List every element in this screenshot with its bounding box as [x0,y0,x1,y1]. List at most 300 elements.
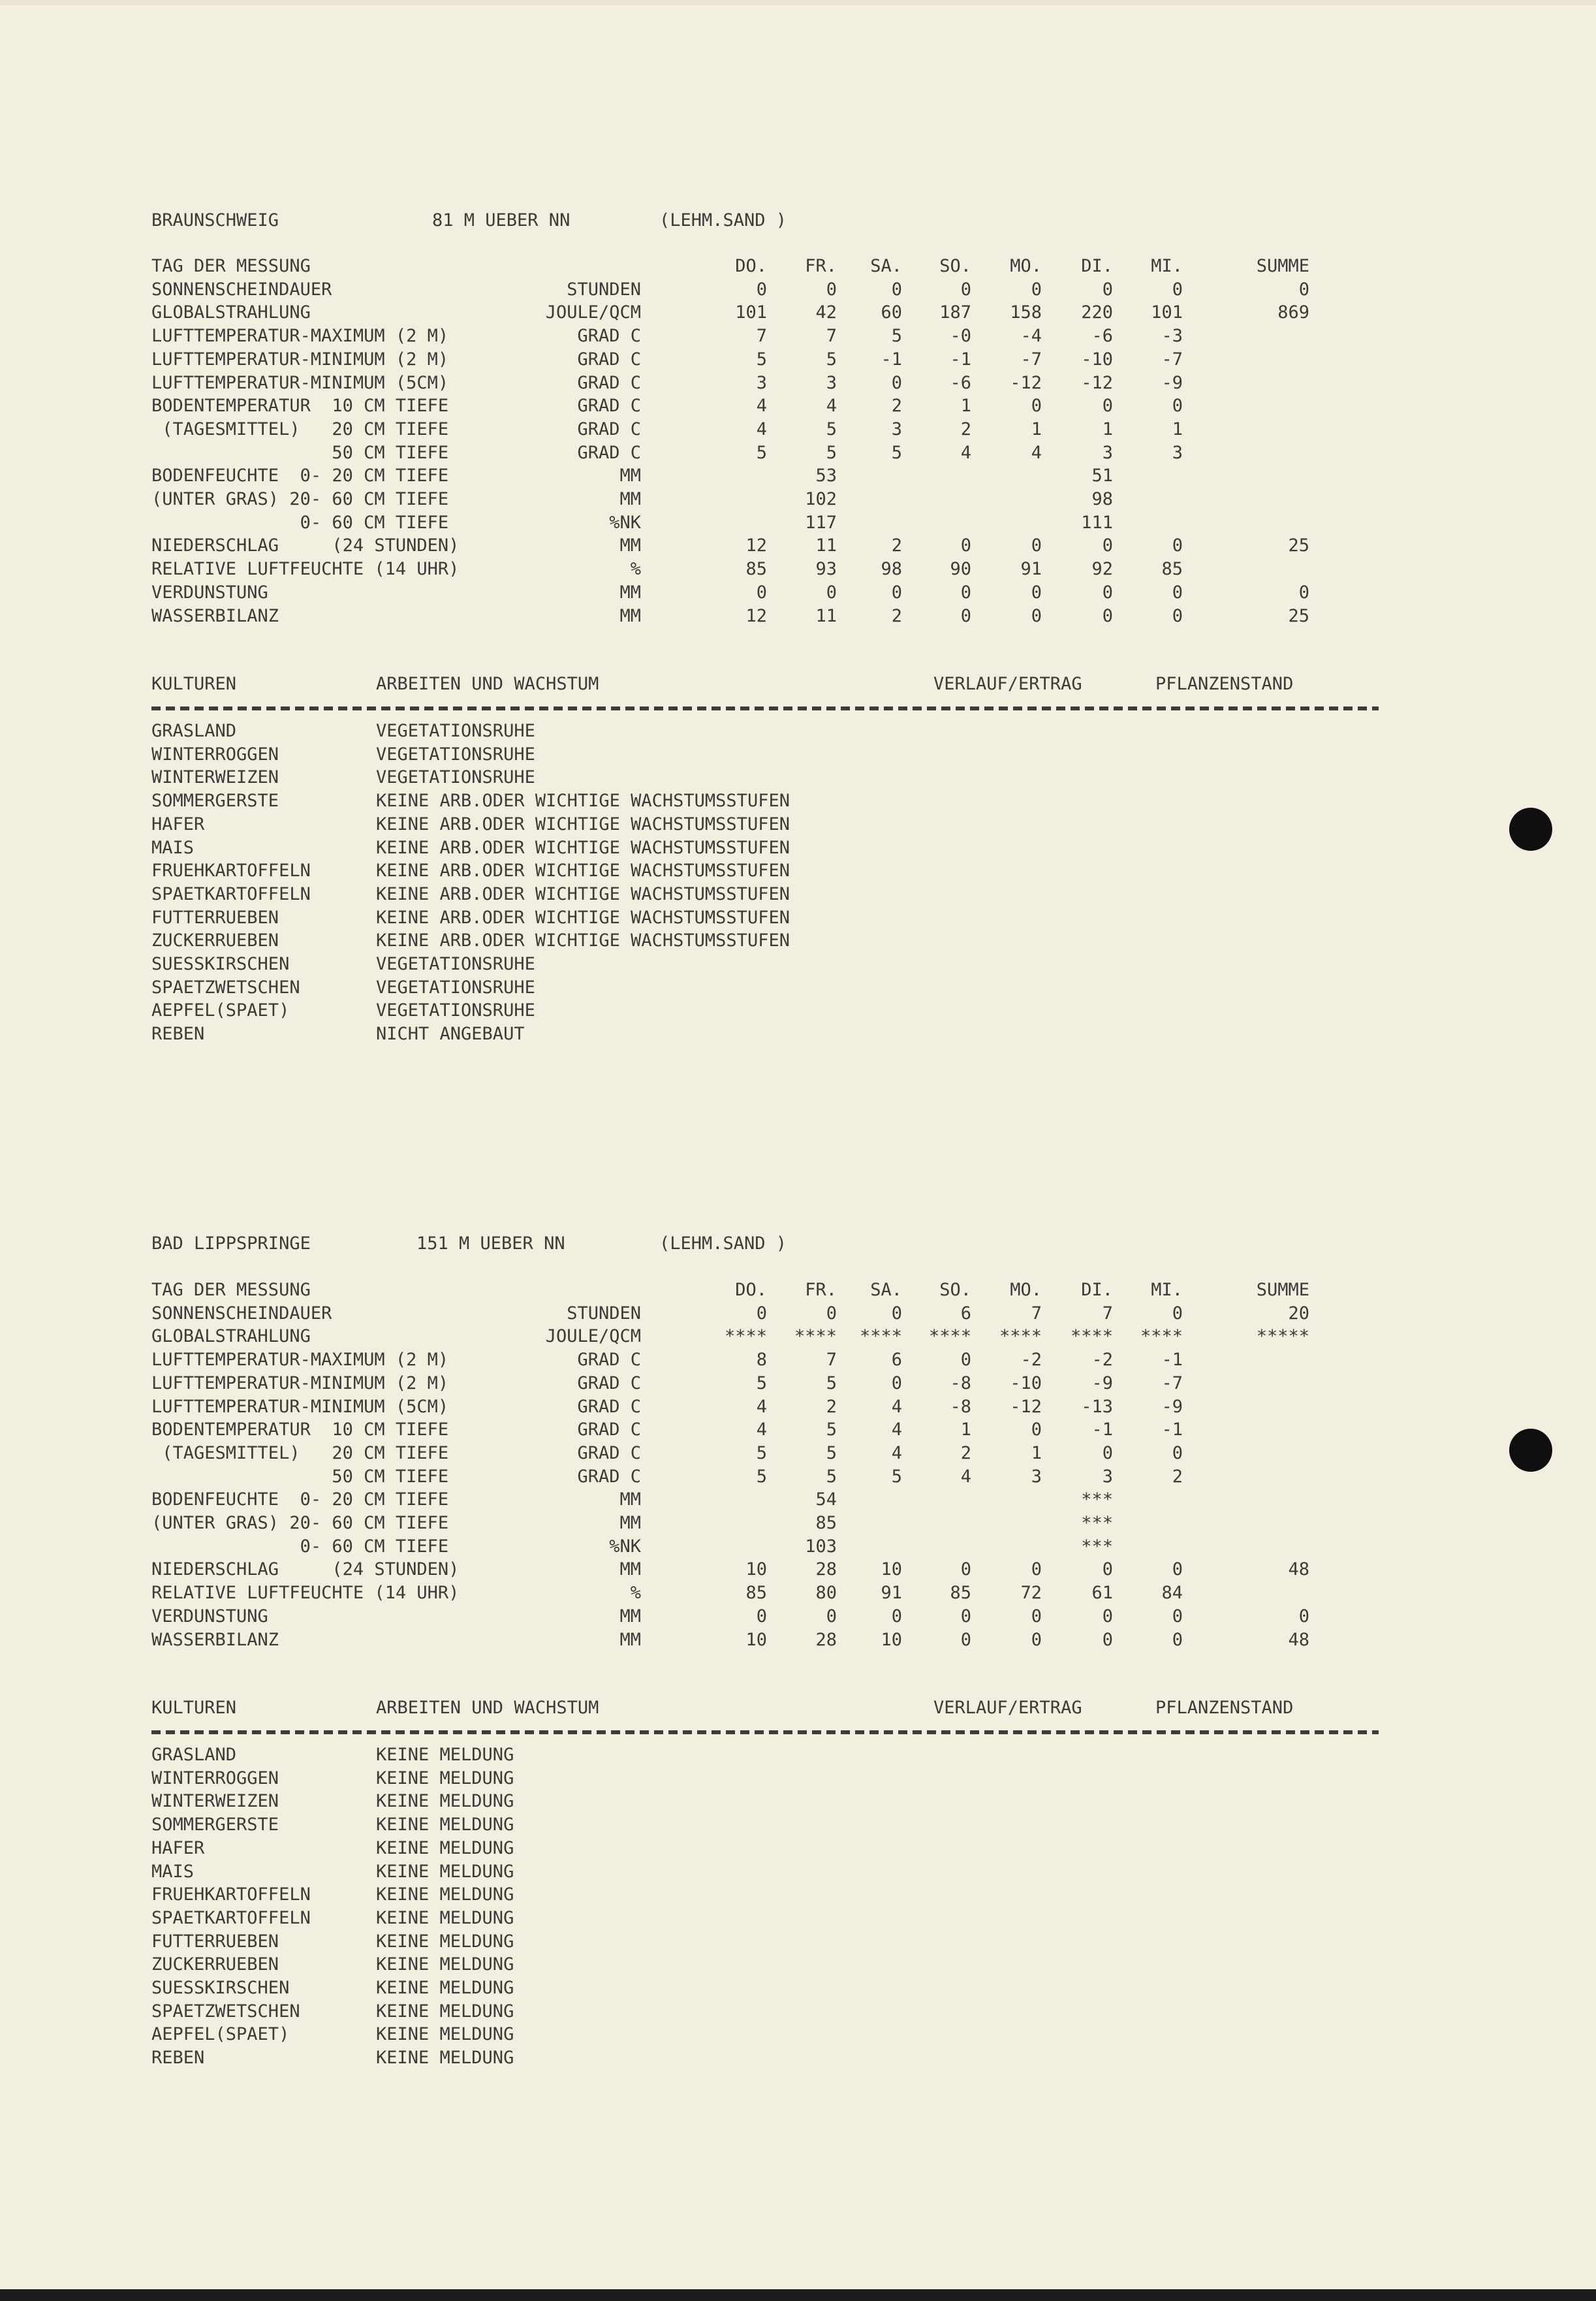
cell-value: 85 [1161,559,1183,580]
cell-value: 0 [960,1350,971,1371]
cell-value: 2 [960,419,971,439]
cell-value: 0 [1102,396,1113,417]
cell-value: 1 [1031,1442,1042,1463]
crop-work: VEGETATIONSRUHE [376,744,535,765]
row-label: 0- 60 CM TIEFE [151,512,449,533]
cell-value: **** [999,1326,1042,1347]
row-unit: GRAD C [577,349,641,370]
crop-name: ZUCKERRUEBEN [151,1954,279,1975]
cell-value: 103 [805,1536,837,1557]
cell-value: -1 [881,349,902,370]
crop-name: SUESSKIRSCHEN [151,1978,290,1998]
cell-sum: 0 [1298,582,1309,603]
crop-name: ZUCKERRUEBEN [151,930,279,951]
cell-value: 5 [826,442,837,463]
cell-value: 0 [960,1606,971,1627]
cell-value: 2 [891,605,902,626]
cell-value: 5 [891,442,902,463]
cell-value: 0 [960,1629,971,1650]
crop-work: KEINE ARB.ODER WICHTIGE WACHSTUMSSTUFEN [376,930,790,951]
cell-value: 0 [1102,1559,1113,1580]
crop-name: HAFER [151,814,205,834]
crop-work: KEINE MELDUNG [376,1815,514,1835]
cell-value: 0 [891,1303,902,1324]
cell-value: 84 [1161,1583,1183,1604]
cell-value: 98 [1091,489,1113,509]
cell-value: *** [1081,1536,1113,1557]
cell-value: 4 [756,1420,767,1440]
row-unit: MM [619,489,641,509]
cell-value: 101 [735,302,767,323]
cell-sum: 0 [1298,1606,1309,1627]
cell-value: 0 [1172,1629,1183,1650]
row-unit: MM [619,605,641,626]
cell-value: -9 [1161,1396,1183,1417]
crop-work: KEINE MELDUNG [376,2001,514,2022]
row-label: 50 CM TIEFE [151,1466,449,1487]
cell-value: -9 [1161,372,1183,393]
row-label: NIEDERSCHLAG (24 STUNDEN) [151,535,460,556]
cell-sum: 48 [1288,1629,1309,1650]
crop-name: SOMMERGERSTE [151,791,279,812]
cell-value: 7 [826,326,837,347]
cell-value: 0 [1031,582,1042,603]
row-unit: GRAD C [577,1466,641,1487]
row-label: RELATIVE LUFTFEUCHTE (14 UHR) [151,1583,460,1604]
cell-value: 1 [1031,419,1042,439]
cell-value: -8 [950,1396,971,1417]
cell-sum: 48 [1288,1559,1309,1580]
crop-work: KEINE MELDUNG [376,1768,514,1788]
cell-value: -13 [1081,1396,1113,1417]
cell-sum: 25 [1288,605,1309,626]
cell-value: 4 [826,396,837,417]
cell-value: 0 [1102,582,1113,603]
cell-value: -7 [1161,349,1183,370]
cell-value: 3 [826,372,837,393]
cell-value: 0 [960,582,971,603]
crop-name: MAIS [151,1861,195,1882]
crop-name: FRUEHKARTOFFELN [151,1884,311,1905]
crop-name: FRUEHKARTOFFELN [151,861,311,881]
cell-value: -3 [1161,326,1183,347]
crop-name: SOMMERGERSTE [151,1815,279,1835]
row-unit: MM [619,535,641,556]
crop-work: KEINE MELDUNG [376,1861,514,1882]
cell-value: 90 [950,559,971,580]
crop-work: VEGETATIONSRUHE [376,1000,535,1021]
cell-value: 0 [826,1606,837,1627]
cell-value: 0 [1172,396,1183,417]
cell-value: -8 [950,1373,971,1393]
dashed-divider [151,1730,1379,1734]
cell-value: 0 [891,372,902,393]
kulturen-header-col2: ARBEITEN UND WACHSTUM [376,674,599,694]
crop-name: HAFER [151,1837,205,1858]
cell-value: *** [1081,1489,1113,1510]
cell-value: 2 [891,396,902,417]
row-label: BODENTEMPERATUR 10 CM TIEFE [151,1420,449,1440]
cell-value: 1 [960,396,971,417]
cell-value: **** [859,1326,902,1347]
cell-value: 0 [1102,535,1113,556]
cell-value: 0 [1172,279,1183,300]
cell-value: MI. [1151,256,1183,276]
cell-value: *** [1081,1513,1113,1533]
row-label: LUFTTEMPERATUR-MINIMUM (2 M) [151,1373,449,1393]
cell-value: 0 [1172,1559,1183,1580]
cell-value: **** [794,1326,837,1347]
dashed-divider [151,706,1379,710]
crop-name: WINTERWEIZEN [151,1791,279,1812]
station-title: BRAUNSCHWEIG [151,210,279,230]
cell-value: 4 [1031,442,1042,463]
crop-work: KEINE ARB.ODER WICHTIGE WACHSTUMSSTUFEN [376,861,790,881]
cell-value: 80 [815,1583,837,1604]
kulturen-header-col3: VERLAUF/ERTRAG [933,1698,1082,1718]
cell-value: FR. [805,1280,837,1300]
cell-value: 2 [1172,1466,1183,1487]
cell-sum: ***** [1256,1326,1309,1347]
row-label: BODENFEUCHTE 0- 20 CM TIEFE [151,1489,449,1510]
cell-value: -12 [1010,1396,1042,1417]
cell-value: **** [724,1326,767,1347]
cell-value: 1 [960,1420,971,1440]
cell-value: SO. [939,1280,971,1300]
cell-value: -2 [1091,1350,1113,1371]
cell-value: -1 [1161,1350,1183,1371]
row-unit: STUNDEN [567,1303,641,1324]
cell-value: 60 [881,302,902,323]
crop-work: KEINE MELDUNG [376,1884,514,1905]
cell-value: 4 [960,442,971,463]
cell-value: 0 [1102,1606,1113,1627]
row-label: (TAGESMITTEL) 20 CM TIEFE [151,419,449,439]
cell-value: 3 [1172,442,1183,463]
row-label: TAG DER MESSUNG [151,256,311,276]
crop-name: MAIS [151,837,195,858]
row-label: BODENFEUCHTE 0- 20 CM TIEFE [151,466,449,486]
cell-sum: 25 [1288,535,1309,556]
crop-work: KEINE ARB.ODER WICHTIGE WACHSTUMSSTUFEN [376,907,790,928]
cell-value: DI. [1081,256,1113,276]
cell-value: 1 [1172,419,1183,439]
row-unit: JOULE/QCM [545,1326,641,1347]
cell-value: 4 [891,1420,902,1440]
cell-value: 85 [745,559,767,580]
cell-value: -10 [1010,1373,1042,1393]
crop-name: REBEN [151,1024,205,1045]
crop-name: AEPFEL(SPAET) [151,2024,290,2045]
cell-value: **** [928,1326,971,1347]
cell-value: -12 [1081,372,1113,393]
cell-value: 187 [939,302,971,323]
crop-work: KEINE MELDUNG [376,1907,514,1928]
row-unit: MM [619,1629,641,1650]
cell-value: 91 [881,1583,902,1604]
row-unit: JOULE/QCM [545,302,641,323]
cell-value: -1 [1091,1420,1113,1440]
row-label: VERDUNSTUNG [151,582,268,603]
cell-value: 0 [1102,605,1113,626]
cell-value: -12 [1010,372,1042,393]
cell-value: 5 [891,1466,902,1487]
cell-value: 3 [756,372,767,393]
crop-name: AEPFEL(SPAET) [151,1000,290,1021]
cell-value: -1 [1161,1420,1183,1440]
row-unit: GRAD C [577,442,641,463]
cell-value: 3 [1102,442,1113,463]
crop-name: FUTTERRUEBEN [151,1931,279,1952]
cell-value: 0 [1172,605,1183,626]
row-unit: STUNDEN [567,279,641,300]
cell-value: 158 [1010,302,1042,323]
cell-value: 91 [1020,559,1042,580]
cell-value: 0 [1172,1442,1183,1463]
cell-value: 93 [815,559,837,580]
cell-value: 5 [756,1442,767,1463]
cell-value: 0 [756,1606,767,1627]
cell-value: 5 [756,1466,767,1487]
cell-value: -2 [1020,1350,1042,1371]
cell-value: 2 [826,1396,837,1417]
cell-value: -6 [950,372,971,393]
row-label: (UNTER GRAS) 20- 60 CM TIEFE [151,489,449,509]
cell-value: 4 [891,1442,902,1463]
cell-value: 0 [960,535,971,556]
cell-value: 0 [1031,1606,1042,1627]
cell-value: 0 [1102,279,1113,300]
cell-value: 0 [891,279,902,300]
crop-work: VEGETATIONSRUHE [376,721,535,741]
cell-sum: 0 [1298,279,1309,300]
crop-work: NICHT ANGEBAUT [376,1024,525,1045]
station-soil: (LEHM.SAND ) [659,210,787,230]
cell-value: 10 [745,1559,767,1580]
row-label: LUFTTEMPERATUR-MINIMUM (5CM) [151,372,449,393]
row-unit: GRAD C [577,1442,641,1463]
cell-value: SA. [870,256,902,276]
cell-value: 0 [1172,535,1183,556]
cell-value: 4 [756,419,767,439]
cell-value: 5 [826,1466,837,1487]
row-unit: GRAD C [577,419,641,439]
cell-value: DO. [735,1280,767,1300]
station-elevation: 151 M UEBER NN [416,1233,565,1254]
station-title: BAD LIPPSPRINGE [151,1233,311,1254]
kulturen-header-col4: PFLANZENSTAND [1155,1698,1294,1718]
kulturen-header-col3: VERLAUF/ERTRAG [933,674,1082,694]
row-label: GLOBALSTRAHLUNG [151,1326,311,1347]
cell-value: 10 [745,1629,767,1650]
cell-value: 6 [891,1350,902,1371]
cell-value: 5 [826,349,837,370]
station-soil: (LEHM.SAND ) [659,1233,787,1254]
cell-value: 0 [891,582,902,603]
cell-sum: 869 [1277,302,1309,323]
row-unit: GRAD C [577,326,641,347]
row-label: LUFTTEMPERATUR-MINIMUM (2 M) [151,349,449,370]
row-label: RELATIVE LUFTFEUCHTE (14 UHR) [151,559,460,580]
cell-value: 0 [960,605,971,626]
cell-value: SA. [870,1280,902,1300]
cell-value: 0 [1031,396,1042,417]
cell-value: DO. [735,256,767,276]
cell-value: 111 [1081,512,1113,533]
row-unit: GRAD C [577,1396,641,1417]
cell-value: 85 [745,1583,767,1604]
crop-work: VEGETATIONSRUHE [376,767,535,788]
cell-value: 7 [756,326,767,347]
cell-value: 1 [1102,419,1113,439]
cell-value: 7 [826,1350,837,1371]
cell-value: 101 [1151,302,1183,323]
crop-work: KEINE MELDUNG [376,1837,514,1858]
crop-work: KEINE ARB.ODER WICHTIGE WACHSTUMSSTUFEN [376,837,790,858]
crop-work: VEGETATIONSRUHE [376,954,535,974]
cell-value: 12 [745,605,767,626]
cell-value: 5 [826,1420,837,1440]
cell-value: 0 [1031,1629,1042,1650]
cell-value: 0 [1031,1420,1042,1440]
row-unit: MM [619,1489,641,1510]
cell-value: 51 [1091,466,1113,486]
cell-value: 5 [756,349,767,370]
cell-value: 0 [1172,582,1183,603]
cell-value: 85 [815,1513,837,1533]
cell-value: 102 [805,489,837,509]
cell-value: MO. [1010,1280,1042,1300]
cell-value: 0 [891,1373,902,1393]
cell-sum: SUMME [1256,1280,1309,1300]
cell-value: 7 [1031,1303,1042,1324]
row-label: SONNENSCHEINDAUER [151,279,332,300]
crop-work: KEINE MELDUNG [376,1931,514,1952]
cell-value: 3 [1102,1466,1113,1487]
cell-value: 6 [960,1303,971,1324]
row-label: WASSERBILANZ [151,1629,279,1650]
row-label: VERDUNSTUNG [151,1606,268,1627]
row-label: LUFTTEMPERATUR-MAXIMUM (2 M) [151,326,449,347]
row-unit: % [630,1583,641,1604]
row-label: (UNTER GRAS) 20- 60 CM TIEFE [151,1513,449,1533]
row-unit: GRAD C [577,1420,641,1440]
crop-name: WINTERWEIZEN [151,767,279,788]
row-unit: % [630,559,641,580]
cell-value: 2 [960,1442,971,1463]
cell-value: 0 [756,279,767,300]
row-unit: GRAD C [577,1350,641,1371]
row-unit: %NK [609,1536,641,1557]
cell-value: -1 [950,349,971,370]
cell-value: 4 [756,396,767,417]
cell-value: 5 [891,326,902,347]
crop-work: KEINE MELDUNG [376,1978,514,1998]
cell-value: 7 [1102,1303,1113,1324]
cell-value: 0 [756,1303,767,1324]
cell-value: MO. [1010,256,1042,276]
cell-value: 12 [745,535,767,556]
row-unit: %NK [609,512,641,533]
station-elevation: 81 M UEBER NN [432,210,571,230]
cell-value: -6 [1091,326,1113,347]
cell-value: 28 [815,1559,837,1580]
crop-name: FUTTERRUEBEN [151,907,279,928]
crop-work: VEGETATIONSRUHE [376,977,535,998]
cell-value: DI. [1081,1280,1113,1300]
row-label: NIEDERSCHLAG (24 STUNDEN) [151,1559,460,1580]
crop-work: KEINE MELDUNG [376,1954,514,1975]
cell-value: FR. [805,256,837,276]
row-label: 50 CM TIEFE [151,442,449,463]
cell-value: 2 [891,535,902,556]
row-label: TAG DER MESSUNG [151,1280,311,1300]
cell-value: 72 [1020,1583,1042,1604]
row-label: GLOBALSTRAHLUNG [151,302,311,323]
cell-value: 0 [826,279,837,300]
cell-value: **** [1140,1326,1183,1347]
cell-value: 3 [891,419,902,439]
cell-value: 0 [756,582,767,603]
row-label: LUFTTEMPERATUR-MINIMUM (5CM) [151,1396,449,1417]
crop-work: KEINE MELDUNG [376,2048,514,2069]
cell-value: 53 [815,466,837,486]
row-label: LUFTTEMPERATUR-MAXIMUM (2 M) [151,1350,449,1371]
cell-value: 4 [756,1396,767,1417]
row-label: (TAGESMITTEL) 20 CM TIEFE [151,1442,449,1463]
cell-value: 98 [881,559,902,580]
punch-hole [1509,808,1552,851]
cell-value: 11 [815,535,837,556]
row-unit: GRAD C [577,396,641,417]
cell-value: MI. [1151,1280,1183,1300]
crop-name: GRASLAND [151,721,237,741]
cell-value: 0 [960,1559,971,1580]
cell-value: 42 [815,302,837,323]
cell-value: 0 [1031,1559,1042,1580]
cell-value: 0 [1172,1606,1183,1627]
crop-name: SPAETKARTOFFELN [151,883,311,904]
row-unit: GRAD C [577,372,641,393]
cell-sum: 20 [1288,1303,1309,1324]
kulturen-header-col1: KULTUREN [151,1698,237,1718]
crop-name: WINTERROGGEN [151,744,279,765]
cell-value: 5 [756,1373,767,1393]
cell-value: 0 [1031,535,1042,556]
cell-value: 92 [1091,559,1113,580]
crop-name: REBEN [151,2048,205,2069]
cell-value: 5 [826,1442,837,1463]
crop-name: SPAETZWETSCHEN [151,977,300,998]
cell-value: 0 [1102,1442,1113,1463]
cell-value: 10 [881,1559,902,1580]
row-label: 0- 60 CM TIEFE [151,1536,449,1557]
cell-value: 11 [815,605,837,626]
crop-work: KEINE MELDUNG [376,2024,514,2045]
cell-value: 8 [756,1350,767,1371]
row-unit: MM [619,466,641,486]
cell-value: 3 [1031,1466,1042,1487]
crop-work: KEINE MELDUNG [376,1791,514,1812]
cell-value: 220 [1081,302,1113,323]
cell-value: 0 [826,582,837,603]
row-unit: MM [619,1559,641,1580]
cell-value: 5 [826,419,837,439]
cell-sum: SUMME [1256,256,1309,276]
cell-value: -10 [1081,349,1113,370]
crop-work: KEINE ARB.ODER WICHTIGE WACHSTUMSSTUFEN [376,883,790,904]
cell-value: -4 [1020,326,1042,347]
